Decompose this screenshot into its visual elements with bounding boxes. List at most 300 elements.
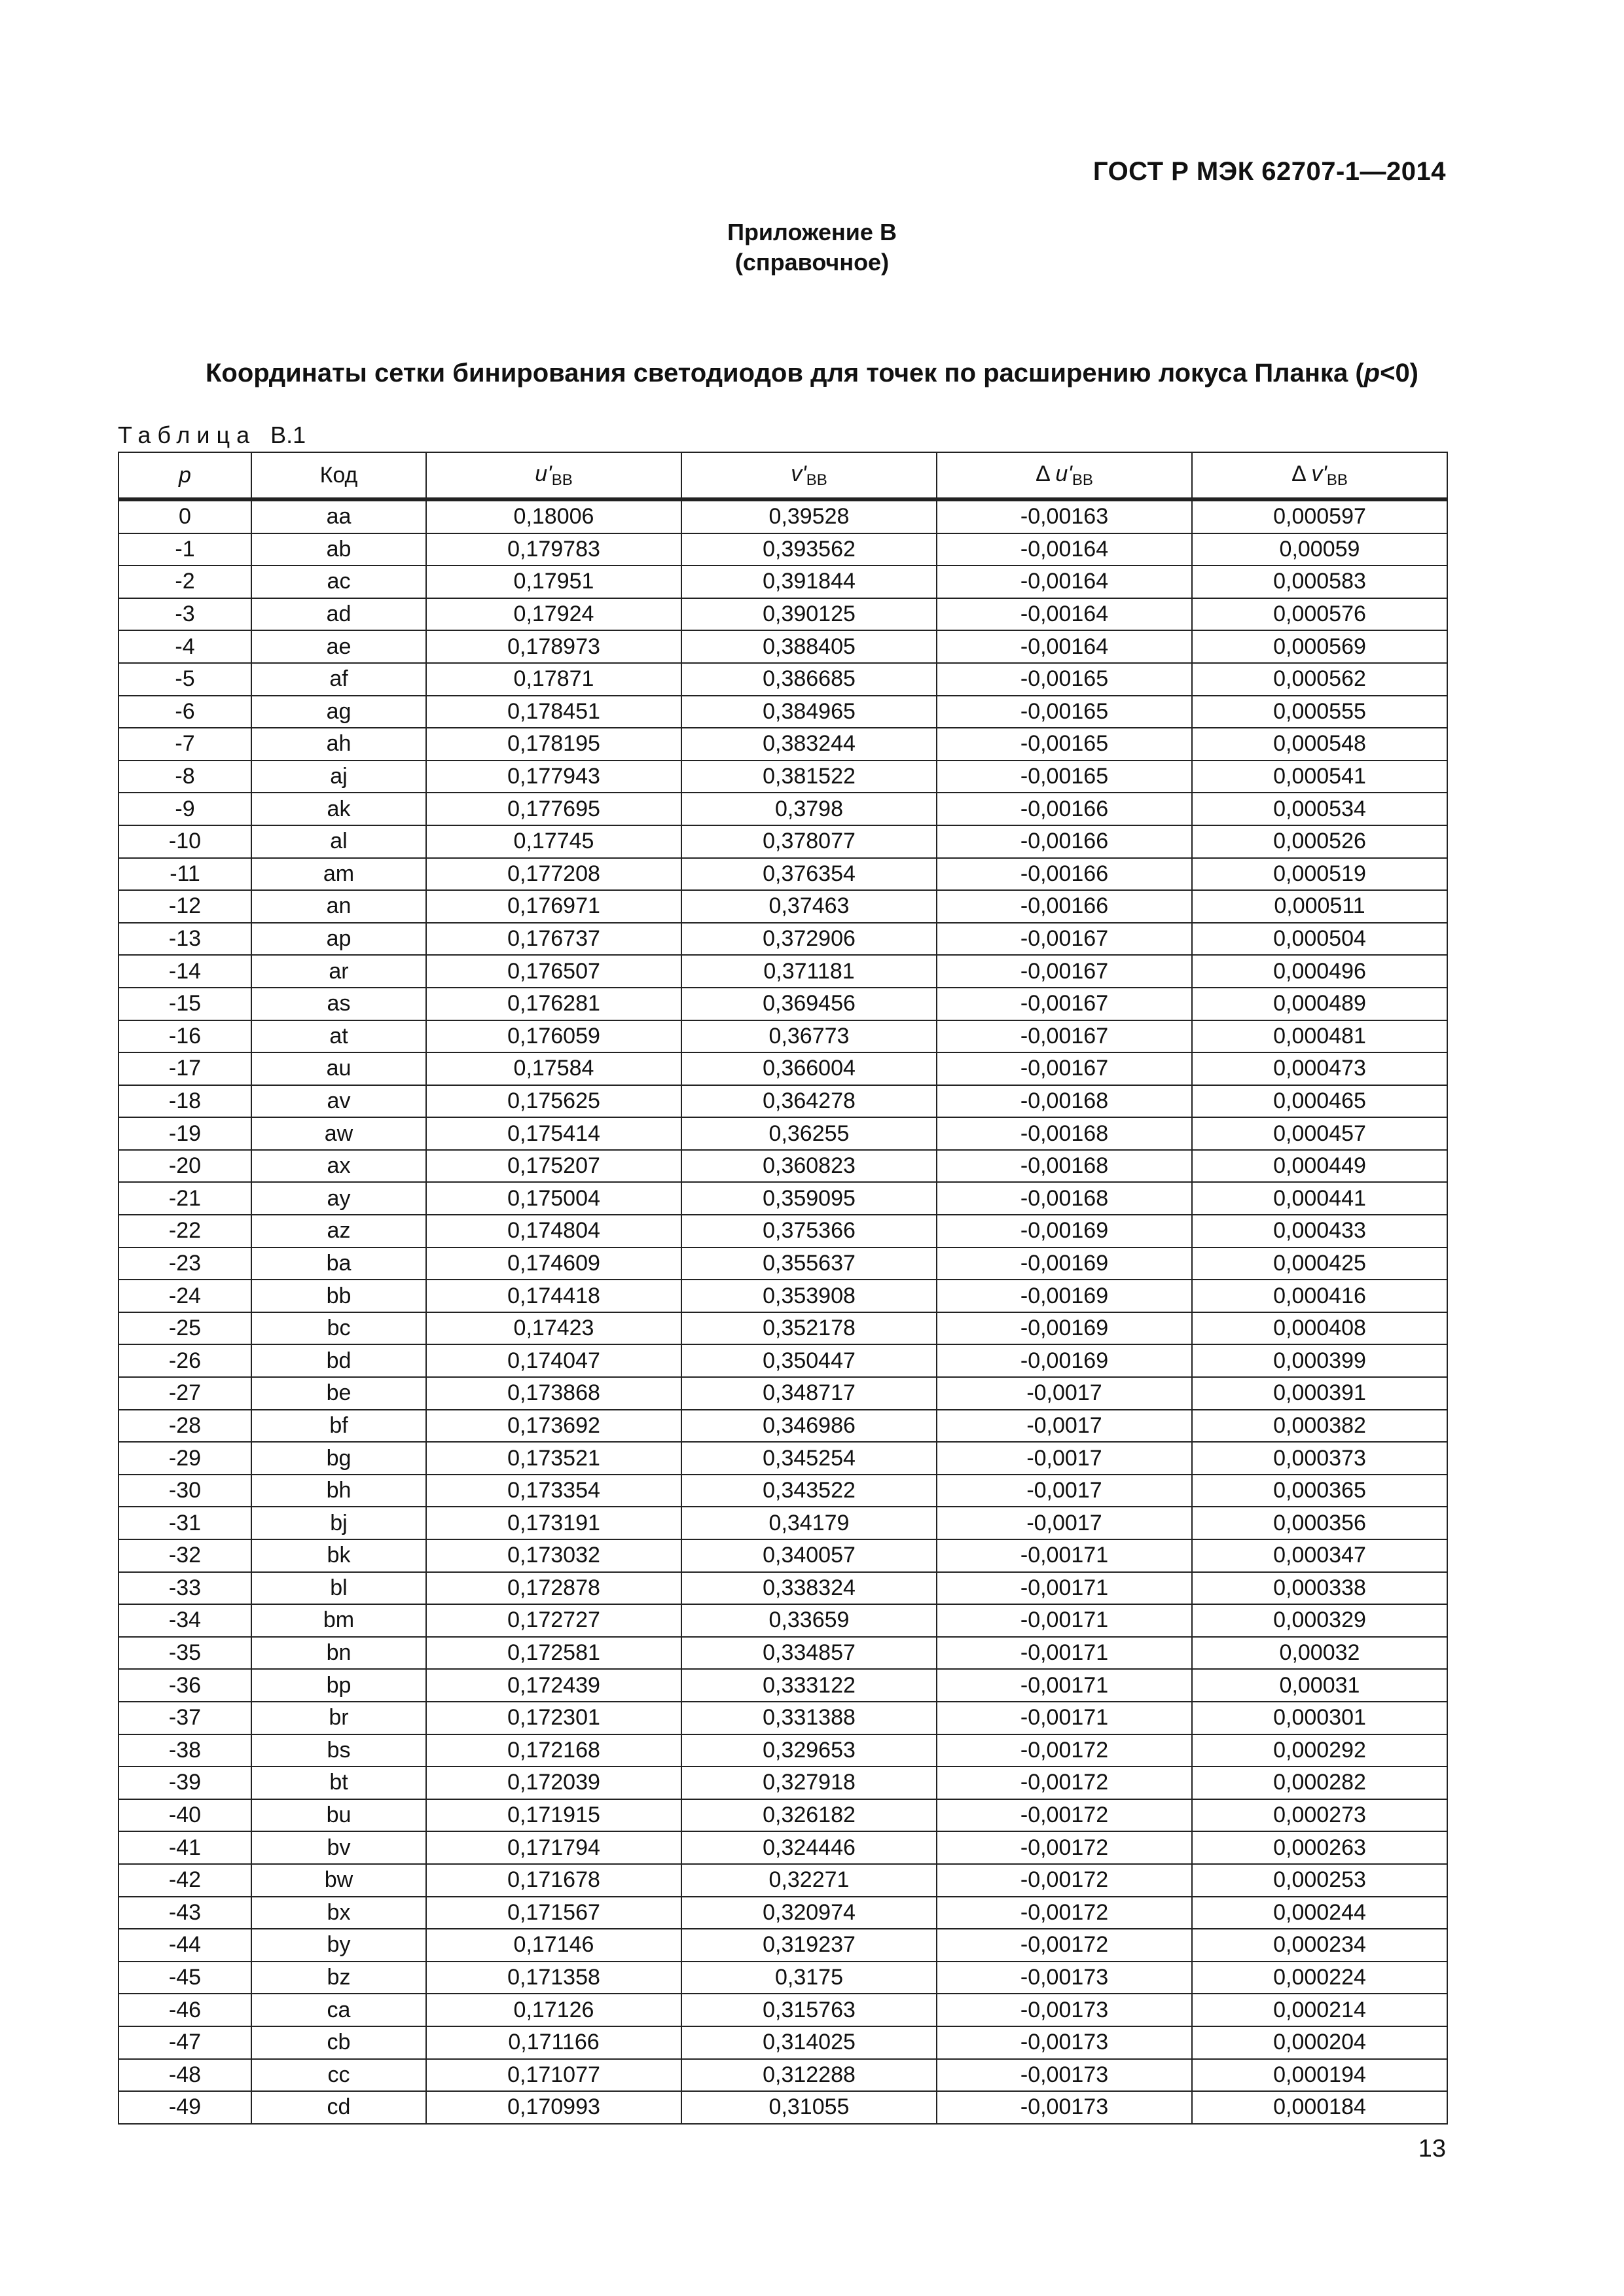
cell-p: 0 <box>118 499 251 533</box>
table-row <box>118 1247 1447 1280</box>
cell-p: -48 <box>118 2059 251 2092</box>
table-row <box>118 1507 1447 1539</box>
cell-delta-u: -0,00173 <box>937 1962 1192 1994</box>
table-row <box>118 1539 1447 1572</box>
cell-delta-u: -0,00169 <box>937 1215 1192 1247</box>
cell-u: 0,174047 <box>426 1344 681 1377</box>
cell-p: -49 <box>118 2091 251 2124</box>
table-row <box>118 1929 1447 1962</box>
cell-u: 0,172301 <box>426 1702 681 1734</box>
cell-p: -41 <box>118 1831 251 1864</box>
cell-delta-u: -0,00172 <box>937 1831 1192 1864</box>
title-text-before: Координаты сетки бинирования светодиодов для точек по расширению локуса Планка ( <box>205 359 1364 387</box>
cell-p: -7 <box>118 728 251 761</box>
page-number: 13 <box>1418 2135 1446 2162</box>
cell-delta-v: 0,000534 <box>1192 793 1447 825</box>
cell-delta-u: -0,00171 <box>937 1669 1192 1702</box>
table-row <box>118 923 1447 956</box>
cell-p: -14 <box>118 955 251 988</box>
cell-v: 0,39528 <box>681 499 937 533</box>
cell-delta-u: -0,00171 <box>937 1637 1192 1670</box>
table-row <box>118 1344 1447 1377</box>
cell-v: 0,324446 <box>681 1831 937 1864</box>
cell-code: aa <box>251 499 426 533</box>
cell-delta-v: 0,000555 <box>1192 696 1447 728</box>
table-row <box>118 955 1447 988</box>
cell-v: 0,393562 <box>681 533 937 566</box>
cell-v: 0,391844 <box>681 565 937 598</box>
annex-note: (справочное) <box>734 249 890 276</box>
cell-u: 0,17871 <box>426 663 681 696</box>
cell-delta-u: -0,0017 <box>937 1507 1192 1539</box>
cell-p: -21 <box>118 1182 251 1215</box>
cell-delta-u: -0,00164 <box>937 565 1192 598</box>
cell-delta-u: -0,00165 <box>937 728 1192 761</box>
table-row <box>118 890 1447 923</box>
cell-p: -17 <box>118 1052 251 1085</box>
cell-delta-u: -0,00172 <box>937 1929 1192 1962</box>
cell-p: -15 <box>118 988 251 1020</box>
cell-v: 0,326182 <box>681 1799 937 1832</box>
table-row <box>118 1280 1447 1312</box>
cell-delta-v: 0,000526 <box>1192 825 1447 858</box>
cell-delta-u: -0,00166 <box>937 858 1192 891</box>
cell-delta-v: 0,000408 <box>1192 1312 1447 1345</box>
cell-p: -5 <box>118 663 251 696</box>
cell-p: -37 <box>118 1702 251 1734</box>
cell-delta-u: -0,00172 <box>937 1799 1192 1832</box>
cell-delta-v: 0,000244 <box>1192 1897 1447 1929</box>
cell-delta-u: -0,00173 <box>937 2059 1192 2092</box>
cell-v: 0,369456 <box>681 988 937 1020</box>
cell-p: -31 <box>118 1507 251 1539</box>
cell-delta-v: 0,000204 <box>1192 2026 1447 2059</box>
cell-delta-v: 0,000301 <box>1192 1702 1447 1734</box>
title-text-after: <0) <box>1380 359 1419 387</box>
table-body <box>118 499 1447 2124</box>
cell-p: -19 <box>118 1117 251 1150</box>
cell-code: cb <box>251 2026 426 2059</box>
cell-v: 0,32271 <box>681 1864 937 1897</box>
cell-code: ar <box>251 955 426 988</box>
cell-delta-u: -0,00167 <box>937 988 1192 1020</box>
cell-v: 0,352178 <box>681 1312 937 1345</box>
cell-p: -23 <box>118 1247 251 1280</box>
cell-p: -9 <box>118 793 251 825</box>
table-row <box>118 2059 1447 2092</box>
cell-u: 0,174804 <box>426 1215 681 1247</box>
col-header-v-sub: BB <box>806 471 827 489</box>
cell-delta-v: 0,000234 <box>1192 1929 1447 1962</box>
table-row <box>118 793 1447 825</box>
cell-code: bj <box>251 1507 426 1539</box>
col-header-v-var: v' <box>791 461 806 486</box>
cell-v: 0,388405 <box>681 630 937 663</box>
cell-code: af <box>251 663 426 696</box>
table-row <box>118 1604 1447 1637</box>
cell-v: 0,338324 <box>681 1572 937 1605</box>
cell-p: -8 <box>118 761 251 793</box>
cell-v: 0,371181 <box>681 955 937 988</box>
col-header-u-var: u' <box>535 461 552 486</box>
col-header-code-label: Код <box>319 462 358 488</box>
cell-code: at <box>251 1020 426 1053</box>
cell-p: -10 <box>118 825 251 858</box>
cell-v: 0,375366 <box>681 1215 937 1247</box>
table-row <box>118 858 1447 891</box>
cell-v: 0,348717 <box>681 1377 937 1410</box>
cell-delta-u: -0,00164 <box>937 533 1192 566</box>
cell-delta-u: -0,00167 <box>937 923 1192 956</box>
col-header-delta-u-symbol: Δ <box>1036 461 1056 486</box>
cell-p: -34 <box>118 1604 251 1637</box>
cell-v: 0,36255 <box>681 1117 937 1150</box>
cell-v: 0,36773 <box>681 1020 937 1053</box>
cell-delta-u: -0,00167 <box>937 1020 1192 1053</box>
cell-code: aw <box>251 1117 426 1150</box>
cell-v: 0,343522 <box>681 1475 937 1507</box>
col-header-delta-u-var: u' <box>1055 461 1072 486</box>
cell-delta-v: 0,000433 <box>1192 1215 1447 1247</box>
cell-delta-u: -0,00171 <box>937 1604 1192 1637</box>
cell-p: -43 <box>118 1897 251 1929</box>
cell-p: -11 <box>118 858 251 891</box>
cell-code: al <box>251 825 426 858</box>
cell-code: be <box>251 1377 426 1410</box>
cell-u: 0,171678 <box>426 1864 681 1897</box>
cell-delta-v: 0,000496 <box>1192 955 1447 988</box>
annex-heading <box>0 217 1624 278</box>
cell-code: ak <box>251 793 426 825</box>
cell-v: 0,364278 <box>681 1085 937 1118</box>
standard-code: ГОСТ Р МЭК 62707-1—2014 <box>1092 157 1446 186</box>
cell-code: ah <box>251 728 426 761</box>
cell-code: bz <box>251 1962 426 1994</box>
cell-delta-u: -0,0017 <box>937 1475 1192 1507</box>
table-row <box>118 1994 1447 2026</box>
cell-v: 0,33659 <box>681 1604 937 1637</box>
annex-title: Приложение В <box>727 219 897 245</box>
table-row <box>118 1767 1447 1799</box>
table-row <box>118 565 1447 598</box>
cell-u: 0,171358 <box>426 1962 681 1994</box>
cell-delta-v: 0,000399 <box>1192 1344 1447 1377</box>
cell-p: -27 <box>118 1377 251 1410</box>
cell-code: ab <box>251 533 426 566</box>
table-row <box>118 1962 1447 1994</box>
table-row <box>118 1052 1447 1085</box>
cell-code: bp <box>251 1669 426 1702</box>
cell-v: 0,366004 <box>681 1052 937 1085</box>
cell-u: 0,17745 <box>426 825 681 858</box>
cell-u: 0,177208 <box>426 858 681 891</box>
table-row <box>118 1572 1447 1605</box>
cell-delta-u: -0,00165 <box>937 761 1192 793</box>
cell-delta-v: 0,000489 <box>1192 988 1447 1020</box>
table-row <box>118 2091 1447 2124</box>
cell-p: -3 <box>118 598 251 631</box>
cell-delta-u: -0,00173 <box>937 2026 1192 2059</box>
cell-v: 0,3798 <box>681 793 937 825</box>
cell-delta-u: -0,0017 <box>937 1377 1192 1410</box>
table-row <box>118 598 1447 631</box>
cell-u: 0,173032 <box>426 1539 681 1572</box>
cell-u: 0,174418 <box>426 1280 681 1312</box>
cell-u: 0,175625 <box>426 1085 681 1118</box>
cell-code: bc <box>251 1312 426 1345</box>
cell-v: 0,334857 <box>681 1637 937 1670</box>
cell-v: 0,37463 <box>681 890 937 923</box>
cell-v: 0,386685 <box>681 663 937 696</box>
cell-code: ba <box>251 1247 426 1280</box>
cell-v: 0,329653 <box>681 1734 937 1767</box>
cell-p: -2 <box>118 565 251 598</box>
cell-delta-v: 0,000425 <box>1192 1247 1447 1280</box>
table-row <box>118 533 1447 566</box>
table-caption <box>118 422 306 449</box>
cell-delta-v: 0,000282 <box>1192 1767 1447 1799</box>
cell-u: 0,17423 <box>426 1312 681 1345</box>
cell-delta-u: -0,00172 <box>937 1734 1192 1767</box>
cell-p: -40 <box>118 1799 251 1832</box>
cell-u: 0,17924 <box>426 598 681 631</box>
cell-delta-v: 0,000263 <box>1192 1831 1447 1864</box>
cell-u: 0,172878 <box>426 1572 681 1605</box>
cell-delta-v: 0,000224 <box>1192 1962 1447 1994</box>
cell-u: 0,171567 <box>426 1897 681 1929</box>
cell-u: 0,178973 <box>426 630 681 663</box>
cell-code: ax <box>251 1150 426 1183</box>
cell-u: 0,175207 <box>426 1150 681 1183</box>
cell-delta-v: 0,000504 <box>1192 923 1447 956</box>
cell-delta-u: -0,00165 <box>937 663 1192 696</box>
cell-delta-u: -0,00168 <box>937 1150 1192 1183</box>
table-row <box>118 728 1447 761</box>
cell-v: 0,315763 <box>681 1994 937 2026</box>
cell-p: -18 <box>118 1085 251 1118</box>
cell-p: -25 <box>118 1312 251 1345</box>
cell-p: -4 <box>118 630 251 663</box>
cell-v: 0,34179 <box>681 1507 937 1539</box>
table-row <box>118 1312 1447 1345</box>
cell-u: 0,17146 <box>426 1929 681 1962</box>
cell-delta-v: 0,000373 <box>1192 1442 1447 1475</box>
cell-code: bn <box>251 1637 426 1670</box>
cell-delta-v: 0,000569 <box>1192 630 1447 663</box>
cell-v: 0,320974 <box>681 1897 937 1929</box>
cell-v: 0,312288 <box>681 2059 937 2092</box>
cell-code: ay <box>251 1182 426 1215</box>
cell-v: 0,331388 <box>681 1702 937 1734</box>
table-row <box>118 1377 1447 1410</box>
cell-delta-v: 0,000511 <box>1192 890 1447 923</box>
cell-v: 0,346986 <box>681 1410 937 1443</box>
table-row <box>118 1734 1447 1767</box>
cell-code: by <box>251 1929 426 1962</box>
table-row <box>118 1442 1447 1475</box>
cell-delta-v: 0,000597 <box>1192 499 1447 533</box>
cell-delta-u: -0,00169 <box>937 1312 1192 1345</box>
cell-code: bt <box>251 1767 426 1799</box>
cell-code: aj <box>251 761 426 793</box>
cell-code: bm <box>251 1604 426 1637</box>
table-row <box>118 988 1447 1020</box>
cell-v: 0,319237 <box>681 1929 937 1962</box>
cell-delta-v: 0,000184 <box>1192 2091 1447 2124</box>
cell-u: 0,176281 <box>426 988 681 1020</box>
cell-delta-u: -0,00164 <box>937 630 1192 663</box>
cell-code: bd <box>251 1344 426 1377</box>
cell-u: 0,173354 <box>426 1475 681 1507</box>
document-title <box>0 359 1624 388</box>
cell-p: -38 <box>118 1734 251 1767</box>
cell-v: 0,350447 <box>681 1344 937 1377</box>
table-row <box>118 1702 1447 1734</box>
table-row <box>118 1669 1447 1702</box>
table-row <box>118 1020 1447 1053</box>
cell-v: 0,378077 <box>681 825 937 858</box>
cell-v: 0,345254 <box>681 1442 937 1475</box>
cell-delta-u: -0,0017 <box>937 1442 1192 1475</box>
cell-code: an <box>251 890 426 923</box>
table-caption-number: В.1 <box>270 422 306 448</box>
cell-delta-u: -0,0017 <box>937 1410 1192 1443</box>
cell-delta-u: -0,00166 <box>937 825 1192 858</box>
cell-code: bs <box>251 1734 426 1767</box>
cell-code: au <box>251 1052 426 1085</box>
cell-p: -20 <box>118 1150 251 1183</box>
cell-delta-v: 0,000441 <box>1192 1182 1447 1215</box>
cell-delta-u: -0,00171 <box>937 1572 1192 1605</box>
cell-u: 0,177943 <box>426 761 681 793</box>
cell-delta-v: 0,000576 <box>1192 598 1447 631</box>
cell-code: ad <box>251 598 426 631</box>
table-row <box>118 663 1447 696</box>
cell-v: 0,360823 <box>681 1150 937 1183</box>
cell-code: am <box>251 858 426 891</box>
cell-u: 0,173521 <box>426 1442 681 1475</box>
cell-code: br <box>251 1702 426 1734</box>
cell-delta-v: 0,000473 <box>1192 1052 1447 1085</box>
cell-u: 0,176507 <box>426 955 681 988</box>
cell-u: 0,178195 <box>426 728 681 761</box>
cell-v: 0,381522 <box>681 761 937 793</box>
cell-delta-v: 0,000365 <box>1192 1475 1447 1507</box>
cell-delta-v: 0,00031 <box>1192 1669 1447 1702</box>
cell-delta-v: 0,000356 <box>1192 1507 1447 1539</box>
cell-delta-v: 0,000382 <box>1192 1410 1447 1443</box>
title-symbol: p <box>1363 359 1380 387</box>
cell-u: 0,172581 <box>426 1637 681 1670</box>
cell-code: bk <box>251 1539 426 1572</box>
cell-v: 0,31055 <box>681 2091 937 2124</box>
table-row <box>118 1215 1447 1247</box>
cell-delta-u: -0,00168 <box>937 1182 1192 1215</box>
cell-delta-u: -0,00164 <box>937 598 1192 631</box>
table-row <box>118 1475 1447 1507</box>
cell-delta-v: 0,000416 <box>1192 1280 1447 1312</box>
cell-delta-u: -0,00165 <box>937 696 1192 728</box>
col-header-p-label: p <box>179 462 191 488</box>
cell-v: 0,3175 <box>681 1962 937 1994</box>
col-header-delta-v-symbol: Δ <box>1291 461 1312 486</box>
cell-p: -12 <box>118 890 251 923</box>
cell-p: -46 <box>118 1994 251 2026</box>
cell-p: -44 <box>118 1929 251 1962</box>
cell-v: 0,372906 <box>681 923 937 956</box>
cell-p: -22 <box>118 1215 251 1247</box>
cell-u: 0,17126 <box>426 1994 681 2026</box>
col-header-delta-v-sub: BB <box>1326 471 1348 489</box>
cell-code: ca <box>251 1994 426 2026</box>
cell-delta-v: 0,000329 <box>1192 1604 1447 1637</box>
cell-p: -1 <box>118 533 251 566</box>
cell-u: 0,175414 <box>426 1117 681 1150</box>
col-header-code <box>251 452 426 499</box>
cell-u: 0,175004 <box>426 1182 681 1215</box>
cell-u: 0,176737 <box>426 923 681 956</box>
cell-code: bw <box>251 1864 426 1897</box>
table-row <box>118 1897 1447 1929</box>
cell-delta-u: -0,00163 <box>937 499 1192 533</box>
cell-delta-u: -0,00169 <box>937 1280 1192 1312</box>
cell-u: 0,176059 <box>426 1020 681 1053</box>
cell-u: 0,172039 <box>426 1767 681 1799</box>
cell-delta-u: -0,00167 <box>937 955 1192 988</box>
cell-u: 0,178451 <box>426 696 681 728</box>
cell-delta-u: -0,00169 <box>937 1344 1192 1377</box>
cell-code: ae <box>251 630 426 663</box>
table-row <box>118 761 1447 793</box>
cell-p: -36 <box>118 1669 251 1702</box>
table-row <box>118 1182 1447 1215</box>
cell-v: 0,359095 <box>681 1182 937 1215</box>
cell-code: bf <box>251 1410 426 1443</box>
cell-delta-u: -0,00167 <box>937 1052 1192 1085</box>
cell-u: 0,171794 <box>426 1831 681 1864</box>
cell-delta-v: 0,000548 <box>1192 728 1447 761</box>
table-row <box>118 499 1447 533</box>
cell-code: bg <box>251 1442 426 1475</box>
cell-u: 0,172168 <box>426 1734 681 1767</box>
table-row <box>118 1799 1447 1832</box>
cell-u: 0,171077 <box>426 2059 681 2092</box>
cell-delta-v: 0,000253 <box>1192 1864 1447 1897</box>
table-row <box>118 2026 1447 2059</box>
cell-u: 0,173191 <box>426 1507 681 1539</box>
table-row <box>118 1117 1447 1150</box>
table-row <box>118 825 1447 858</box>
cell-code: ac <box>251 565 426 598</box>
cell-u: 0,177695 <box>426 793 681 825</box>
table-row <box>118 1410 1447 1443</box>
cell-delta-u: -0,00173 <box>937 2091 1192 2124</box>
cell-code: cc <box>251 2059 426 2092</box>
cell-delta-v: 0,000519 <box>1192 858 1447 891</box>
cell-p: -35 <box>118 1637 251 1670</box>
cell-p: -6 <box>118 696 251 728</box>
table-header-row <box>118 452 1447 499</box>
cell-delta-v: 0,000583 <box>1192 565 1447 598</box>
col-header-u <box>426 452 681 499</box>
cell-delta-v: 0,000562 <box>1192 663 1447 696</box>
cell-p: -13 <box>118 923 251 956</box>
cell-u: 0,173868 <box>426 1377 681 1410</box>
col-header-delta-u-sub: BB <box>1072 471 1093 489</box>
col-header-v <box>681 452 937 499</box>
cell-delta-u: -0,00168 <box>937 1117 1192 1150</box>
cell-u: 0,17951 <box>426 565 681 598</box>
